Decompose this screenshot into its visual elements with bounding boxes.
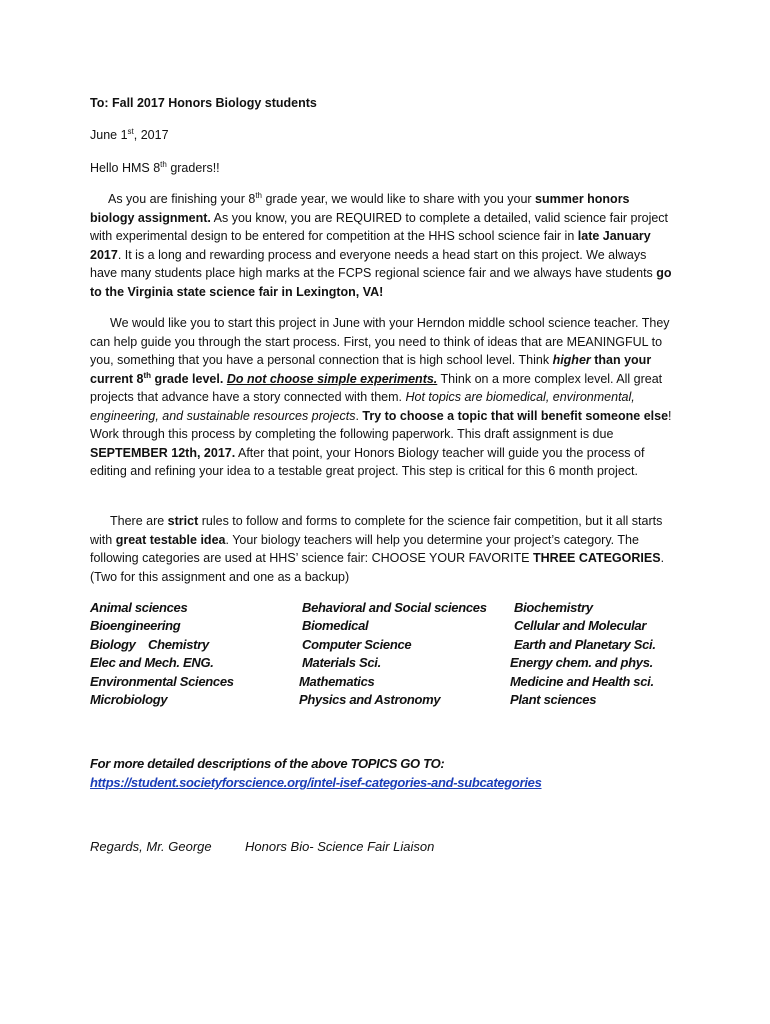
category-col2-item: Mathematics — [299, 674, 375, 689]
category-col1-item: Bioengineering — [90, 618, 181, 633]
category-col3-item: Earth and Planetary Sci. — [514, 637, 656, 652]
category-col3-item: Cellular and Molecular — [514, 618, 647, 633]
category-col1-item: Biology — [90, 637, 136, 652]
category-col2-item: Biomedical — [302, 618, 369, 633]
category-col1-item: Animal sciences — [90, 600, 188, 615]
category-col2-item: Physics and Astronomy — [299, 692, 441, 707]
letter-date: June 1st, 2017 — [90, 126, 169, 142]
category-col3-item: Energy chem. and phys. — [510, 655, 653, 670]
category-col3-item: Medicine and Health sci. — [510, 674, 654, 689]
category-col1-item: Microbiology — [90, 692, 168, 707]
paragraph-rules: There are strict rules to follow and forms to complete for the science fair competition, but it all starts with great testable idea. Your biology teachers will help you determine your project’s category. The following categories are used at HHS’ science fair: CHOOSE YOUR FAVORITE THREE CATEGORIES. (Two for this assignment and one as a backup) — [90, 514, 665, 584]
category-col2-item: Behavioral and Social sciences — [302, 600, 487, 615]
category-col1-item: Environmental Sciences — [90, 674, 234, 689]
more-info-label: For more detailed descriptions of the above TOPICS GO TO: — [90, 756, 445, 771]
signoff-role: Honors Bio- Science Fair Liaison — [245, 839, 435, 854]
category-col1-extra: Chemistry — [148, 637, 209, 652]
categories-link[interactable]: https://student.societyforscience.org/intel-isef-categories-and-subcategories — [90, 775, 542, 790]
greeting: Hello HMS 8th graders!! — [90, 159, 220, 175]
category-col3-item: Biochemistry — [514, 600, 593, 615]
category-col1-item: Elec and Mech. ENG. — [90, 655, 214, 670]
category-col3-item: Plant sciences — [510, 692, 597, 707]
signoff-regards: Regards, Mr. George — [90, 839, 212, 854]
category-col2-item: Materials Sci. — [302, 655, 381, 670]
paragraph-summer-assignment: As you are finishing your 8th grade year, we would like to share with you your summer honors biology assignment. As you know, you are REQUIRED to complete a detailed, valid science fair project with experimental design to be entered for competition at the HHS school science fair in late January 2017. It is a long and rewarding process and everyone needs a head start on this project. We always have many students place high marks at the FCPS regional science fair and we always have students go to the Virginia state science fair in Lexington, VA! — [90, 190, 672, 299]
heading: To: Fall 2017 Honors Biology students — [90, 96, 317, 110]
category-col2-item: Computer Science — [302, 637, 412, 652]
paragraph-start-project: We would like you to start this project in June with your Herndon middle school science teacher. They can help guide you through the start process. First, you need to think of ideas that are MEANINGFUL to you, something that you have a personal connection that is high school level. Think higher than your current 8th grade level. Do not choose simple experiments. Think on a more complex level. All great projects that advance have a story connected with them. Hot topics are biomedical, environmental, engineering, and sustainable resources projects. Try to choose a topic that will benefit someone else! Work through this process by completing the following paperwork. This draft assignment is due SEPTEMBER 12th, 2017. After that point, your Honors Biology teacher will guide you the process of editing and refining your idea to a testable great project. This step is critical for this 6 month project. — [90, 316, 672, 478]
